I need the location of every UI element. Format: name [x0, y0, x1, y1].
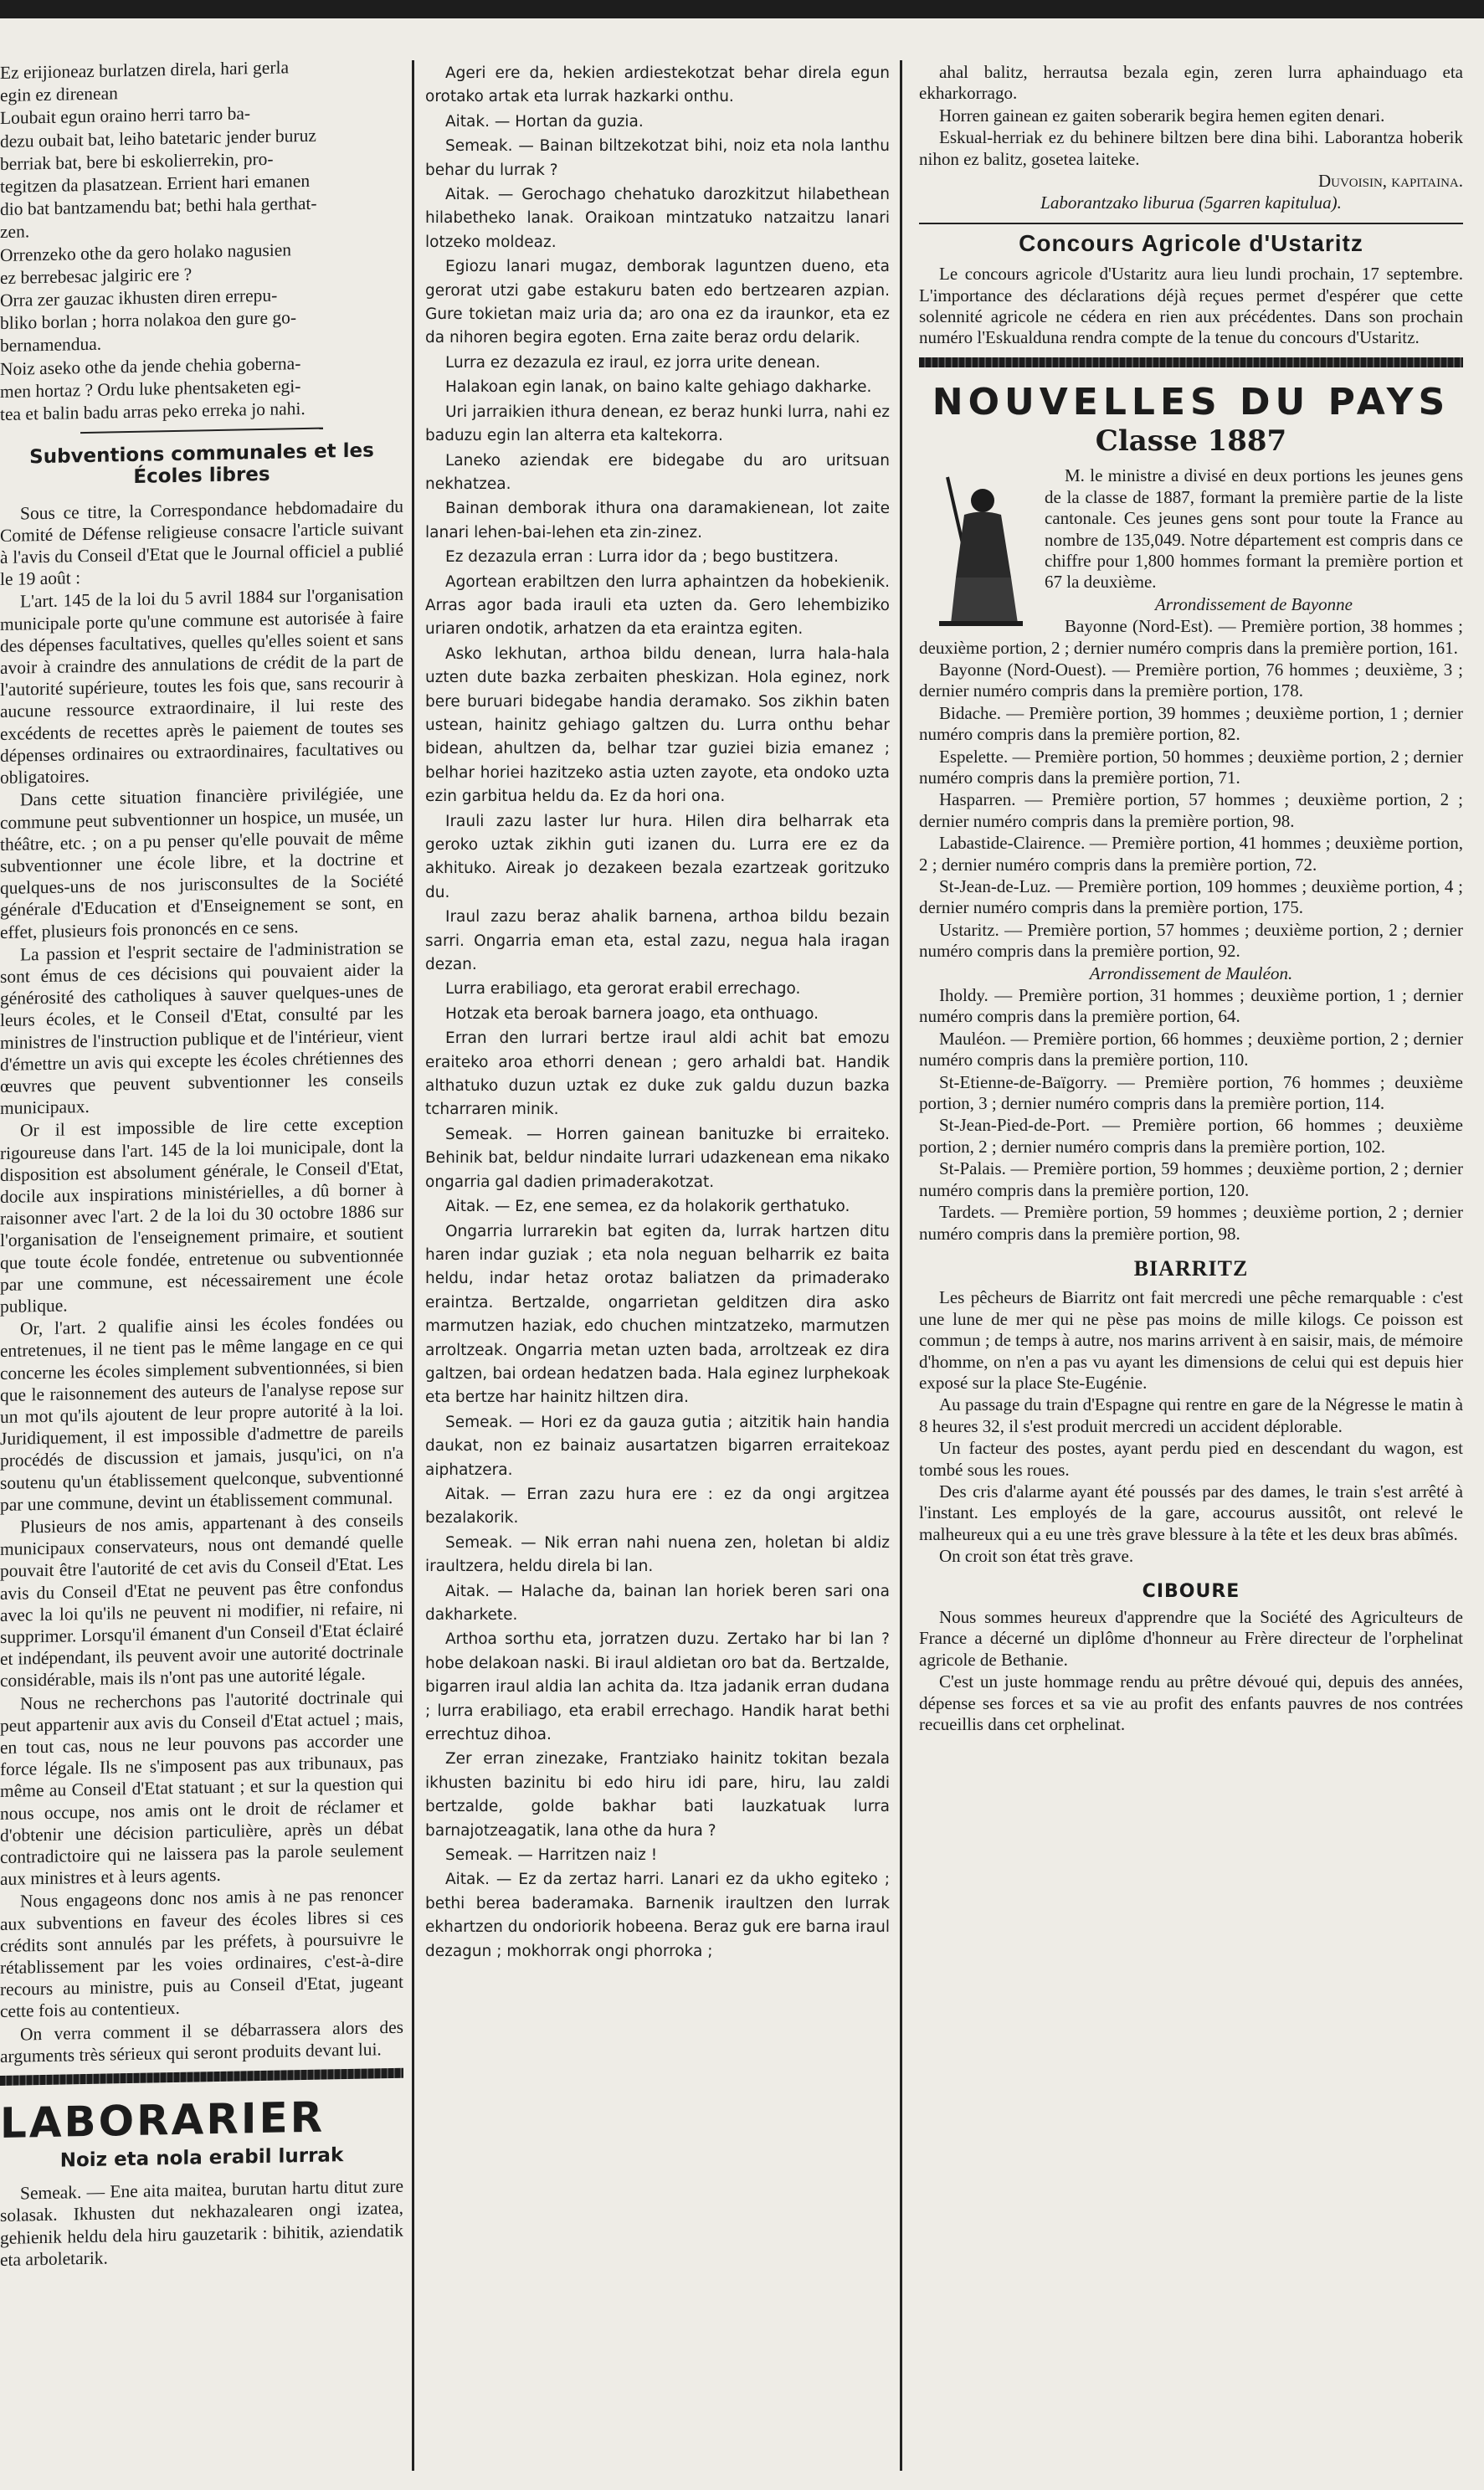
paragraph: Semeak. — Hori ez da gauza gutia ; aitzitik hain handia daukat, non ez bainaiz ausartatzen bigarren erraitekoaz aiphatzera. — [425, 1413, 890, 1479]
paragraph: ahal balitz, herrautsa bezala egin, zeren lurra aphainduago eta ekharkorrago. — [919, 62, 1463, 104]
paragraph: Arthoa sorthu eta, jorratzen duzu. Zertako har bi lan ? hobe delakoan naski. Bi iraul aldietan oro bat da. Bertzalde, bigarren iraul aldia lan achita da. Itza jadanik erran dudana ; lurra erabiliago, eta erabil errechago. Handik harat bethi errechtuz dihoa. — [425, 1630, 890, 1744]
canton-entry: Hasparren. — Première portion, 57 hommes ; deuxième portion, 2 ; dernier numéro compris dans la première portion, 98. — [919, 789, 1463, 831]
text-line: berriak bat, bere bi eskolierrekin, pro- — [0, 148, 274, 174]
paragraph: Nous ne recherchons pas l'autorité doctrinale qui peut appartenir aux avis du Conseil d'Etat actuel ; mais, en tout cas, nous ne leur pouvons pas accorder une force légale. Ils ne s'imposent pas aux tribunaux, pas même au Conseil d'Etat statuant ; et sur la question qui nous occupe, nos amis ont le droit de réclamer et d'obtenir une décision particulière, après un débat contradictoire qui ne laissera pas la parole seulement aux ministres et à leurs agents. — [0, 1686, 403, 1890]
paragraph: Un facteur des postes, ayant perdu pied en descendant du wagon, est tombé sous les roues. — [919, 1438, 1463, 1480]
paragraph: Erran den lurrari bertze iraul aldi achit bat emozu eraiteko aroa ethorri denean ; gero arhaldi bat. Handik althatuko duzun uztak ez duke zuk galdu duzun bazka tcharraren minik. — [425, 1029, 890, 1119]
paragraph: Semeak. — Horren gainean banituzke bi erraiteko. Behinik bat, beldur nindaite lurrari udazkenean ema nikako ongarria gal dadien primaderakotzat. — [425, 1125, 890, 1191]
canton-entry: Labastide-Clairence. — Première portion, 41 hommes ; deuxième portion, 2 ; dernier numéro compris dans la première portion, 72. — [919, 833, 1463, 875]
paragraph: Horren gainean ez gaiten soberarik begira hemen egiten denari. — [939, 105, 1385, 126]
newspaper-page — [0, 18, 1484, 2490]
paragraph: Plusieurs de nos amis, appartenant à des conseils municipaux conservateurs, nous ont demandé quelle pouvait être l'autorité de cet avis du Conseil d'Etat. Les avis du Conseil d'Etat ne peuvent pas être confondus avec la loi qu'ils ne peuvent ni modifier, ni refaire, ni supprimer. Lorsqu'il émanent d'un Conseil d'Etat éclairé et indépendant, ils peuvent avoir une autorité doctrinale considérable, mais ils n'ont pas une autorité légale. — [0, 1509, 403, 1692]
paragraph: Semeak. — Bainan biltzekotzat bihi, noiz eta nola lanthu behar du lurrak ? — [425, 137, 890, 179]
signature: Duvoisin, kapitaina. — [1317, 171, 1463, 192]
section-divider — [919, 357, 1463, 367]
text-line: egin ez direnean — [0, 83, 118, 106]
paragraph: Egiozu lanari mugaz, demborak laguntzen duenо, eta gerorat utzi gabe estakuru baten edo bertzearen azpian. Gure tokietan maiz uria da; aro ona ez da iraunkor, eta ez da nihoren begira egoten. Erna zaite beraz ordu delarik. — [425, 258, 890, 347]
text-line: Orra zer gauzac ikhusten diren errepu- — [0, 285, 278, 311]
concours-title: Concours Agricole d'Ustaritz — [1019, 229, 1363, 256]
text-line: Noiz aseko othe da jende chehia goberna- — [0, 352, 301, 379]
canton-entry: St-Jean-Pied-de-Port. — Première portion, 66 hommes ; deuxième portion, 2 ; dernier numéro compris dans la première portion, 102. — [919, 1115, 1463, 1157]
paragraph: Aitak. — Gerochago chehatuko darozkitzut hilabethean hilabetheko lanak. Oraikoan mintzatuko natzaitzu lanari lotzeko moldeaz. — [425, 186, 890, 251]
column-middle — [425, 62, 890, 2457]
classe-title: Classe 1887 — [1095, 424, 1287, 458]
canton-entry: St-Palais. — Première portion, 59 hommes ; deuxième portion, 2 ; dernier numéro compris dans la première portion, 120. — [919, 1158, 1463, 1200]
paragraph: Ageri ere da, hekien ardiestekotzat behar direla egun orotako artak eta lurrak hazkarki onthu. — [425, 64, 890, 106]
text-line: dezu oubait bat, leiho batetaric jender buruz — [0, 125, 316, 151]
paragraph: Asko lekhutan, arthoa bildu denean, lurra hala-hala uzten dute bazka zerbaiten pheskizan. Hola eginez, nork bere buruari bidegabe handia deramako. Sos zikhin baten ustean, hainitz gehiago galtzen du. Lurra onthu behar bidean, ahultzen da, belhar tzar guziei bizia emanez ; belhar horiei hazitzeko astia uzten zayote, eta ondoko uzta ezin garbitua heldu da. Ez da hori ona. — [425, 644, 890, 806]
paragraph: Semeak. — Ene aita maitea, burutan hartu ditut zure solasak. Ikhusten dut nekhazalearen ongi izatea, gehienik heldu dela hiru gauzetarik : bihitik, aziendatik eta arboletarik. — [0, 2176, 403, 2270]
paragraph: On croit son état très grave. — [939, 1546, 1134, 1567]
paragraph: Halakoan egin lanak, on baino kalte gehiago dakharke. — [445, 378, 872, 397]
divider — [80, 428, 322, 434]
article-body — [0, 495, 403, 2067]
paragraph: Or il est impossible de lire cette exception rigoureuse dans l'art. 145 de la loi municipale, dont la disposition est absolument générale, le Conseil d'Etat, docile aux inspirations ministérielles, a dû borner à raisonner avec l'art. 2 de la loi du 30 octobre 1886 sur l'organisation de l'enseignement primaire, et soutient que toute école fondée, entretenue ou subventionnée par une commune, est nécessairement une école publique. — [0, 1113, 403, 1317]
classe-intro: M. le ministre a divisé en deux portions les jeunes gens de la classe de 1887, formant la première partie de la liste cantonale. Ces jeunes gens sont pour toute la France au nombre de 135,049. Notre département est compris dans ce chiffre pour 1,800 hommes formant la première portion et 67 la deuxième. — [1045, 465, 1463, 593]
column-left — [0, 54, 403, 2457]
paragraph: Bainan demborak ithura ona daramakienean, lot zaite lanari lehen-bai-lehen eta zin-zinez. — [425, 500, 890, 542]
soldier-illustration-icon — [931, 469, 1031, 628]
paragraph: Hotzak eta beroak barnera joago, eta onthuago. — [445, 1004, 819, 1023]
section-divider — [0, 2068, 403, 2086]
bayonne-list — [919, 616, 1463, 963]
paragraph: La passion et l'esprit sectaire de l'administration se sont émus de ces décisions qui pouvaient aider la générosité des catholiques à sauver quelques-unes de leurs écoles, et le Conseil d'Etat, consulté par les ministres de l'instruction publique et de l'intérieur, vient d'émettre un avis qui excepte les écoles chrétiennes des œuvres que peuvent subventionner les conseils municipaux. — [0, 937, 403, 1119]
column-right — [919, 62, 1463, 2457]
paragraph: Des cris d'alarme ayant été poussés par des dames, le train s'est arrêté à l'instant. Les employés de la gare, accourus aussitôt, ont relevé le malheureux qui a eu une très grave blessure à la tête et les deux bras abîmés. — [919, 1481, 1463, 1544]
paragraph: Irauli zazu laster lur hura. Hilen dira belharrak eta geroko uztak zikhin guti izanen du. Lurra ere ez da akhituko. Aireak jo dezakeen bezala ezartzeak goritzuko du. — [425, 812, 890, 901]
paragraph: Nous sommes heureux d'apprendre que la Société des Agriculteurs de France a décerné un diplôme d'honneur au Frère directeur de l'orphelinat agricole de Bethanie. — [919, 1607, 1463, 1670]
paragraph: Agortean erabiltzen den lurra aphaintzen da hobekienik. Arras agor bada irauli eta uzten da. Gero lehembiziko uriaren ondotik, arhatzen da eta eraintza egiten. — [425, 572, 890, 639]
mauleon-list — [919, 985, 1463, 1245]
text-line: bliko borlan ; horra nolakoa den gure go- — [0, 307, 297, 334]
paragraph: Aitak. — Hortan da guzia. — [445, 112, 644, 131]
ciboure-body — [919, 1607, 1463, 1735]
canton-entry: Bayonne (Nord-Est). — Première portion, 38 hommes ; deuxième portion, 2 ; dernier numéro compris dans la première portion, 161. — [919, 616, 1463, 658]
canton-entry: Mauléon. — Première portion, 66 hommes ; deuxième portion, 2 ; dernier numéro compris dans la première portion, 110. — [919, 1028, 1463, 1070]
concours-body: Le concours agricole d'Ustaritz aura lieu lundi prochain, 17 septembre. L'importance des déclarations déjà reçues permet d'espérer que cette solennité agricole ne cédera en rien aux précédentes. Dans son prochain numéro l'Eskualduna rendra compte de la tenue du concours d'Ustaritz. — [919, 264, 1463, 348]
paragraph: Aitak. — Erran zazu hura ere : ez da ongi argitzea bezalakorik. — [425, 1485, 890, 1527]
arrondissement-mauleon: Arrondissement de Mauléon. — [1089, 963, 1293, 983]
paragraph: C'est un juste hommage rendu au prêtre dévoué qui, depuis des années, dépense ses forces et sa vie au profit des enfants pauvres de nos contrées recueillis dans cet orphelinat. — [919, 1671, 1463, 1735]
paragraph: Lurra erabiliago, eta gerorat erabil errechago. — [445, 980, 801, 999]
laborantza-end — [919, 62, 1463, 170]
paragraph: Nous engageons donc nos amis à ne pas renoncer aux subventions en faveur des écoles libres si ces crédits sont annulés par les préfets, à poursuivre le rétablissement par les voies ordinaires, c'est-à-dire recours au ministre, puis au Conseil d'Etat, jugeant cette fois au contentieux. — [0, 1884, 403, 2022]
paragraph: Uri jarraikien ithura denean, ez beraz hunki lurra, nahi ez baduzu egin lan alterra eta kaltekorra. — [425, 403, 890, 445]
paragraph: Les pêcheurs de Biarritz ont fait mercredi une pêche remarquable : c'est une lune de mer qui ne pèse pas moins de mille kilogs. Ce poisson est commun ; de temps à autre, nos marins arrivent à en saisir, mais, de mémoire d'homme, on n'en a pas vu ayant les dimensions de celui qui est depuis hier exposé sur la place Ste-Eugénie. — [919, 1287, 1463, 1393]
text-line: ez berrebesac jalgiric ere ? — [0, 264, 193, 288]
paragraph: On verra comment il se débarrassera alors des arguments très sérieux qui seront produits devant lui. — [0, 2016, 403, 2066]
laborarier-title: LABORARIER — [0, 2092, 326, 2149]
divider — [919, 223, 1463, 224]
article-headline: Subventions communales et les Écoles libres — [29, 439, 374, 489]
paragraph: Eskual-herriak ez du behinere biltzen bere dina bihi. Laborantza hoberik nihon ez balitz, gosetea laiteke. — [919, 127, 1463, 169]
paragraph: Au passage du train d'Espagne qui rentre en gare de la Négresse le matin à 8 heures 32, il s'est produit mercredi un accident déplorable. — [919, 1394, 1463, 1436]
paragraph: Semeak. — Harritzen naiz ! — [445, 1846, 658, 1865]
paragraph: Laneko aziendak ere bidegabe du aro uritsuan nekhatzea. — [425, 451, 890, 493]
paragraph: L'art. 145 de la loi du 5 avril 1884 sur l'organisation municipale porte qu'une commune est autorisée à faire des dépenses facultatives, quelles qu'elles soient et sans avoir à craindre des annulations de crédit de la part de l'autorité supérieure, toutes les fois que, sans recourir à aucune ressource extraordinaire, il lui reste des excédents de recettes après le paiement de toutes ses dépenses ordinaires ou extraordinaires, facultatives ou obligatoires. — [0, 584, 403, 788]
column-rule — [412, 60, 414, 2471]
text-line: bernamendua. — [0, 334, 102, 357]
canton-entry: St-Jean-de-Luz. — Première portion, 109 hommes ; deuxième portion, 4 ; dernier numéro compris dans la première portion, 175. — [919, 876, 1463, 918]
paragraph: Dans cette situation financière privilégiée, une commune peut subventionner un hospice, un musée, un théâtre, etc. ; on a pu penser qu'elle pouvait de même subventionner une école libre, et la doctrine et quelques-uns de nos jurisconsultes de la Société générale d'Education et d'Enseignement se sont, en effet, plusieurs fois prononcés en ce sens. — [0, 783, 403, 942]
text-line: tegitzen da plasatzean. Errient hari emanen — [0, 170, 311, 198]
canton-entry: Ustaritz. — Première portion, 57 hommes ; deuxième portion, 2 ; dernier numéro compris dans la première portion, 92. — [919, 919, 1463, 962]
canton-entry: Bayonne (Nord-Ouest). — Première portion, 76 hommes ; deuxième, 3 ; dernier numéro compris dans la première portion, 178. — [919, 659, 1463, 701]
text-line: Orrenzeko othe da gero holako nagusien — [0, 239, 292, 265]
text-line: dio bat bantzamendu bat; bethi hala gerthat- — [0, 193, 317, 220]
column-rule — [900, 60, 902, 2471]
paragraph: Ongarria lurrarekin bat egiten da, lurrak hartzen ditu haren indar guziak ; eta nola neguan belharrik ez baita heldu, indar hetaz orotaz baliatzen da primaderako eraintza. Bertzalde, ongarrietan gelditzen dira asko marmutzen haziak, edo chuchen mintzatzeko, marmutzen arroltzeak. Ongarria metan uzten bada, arroltzeak ez dira galtzen, bai ordean hedatzen bada. Hala eginez lurphekoak eta bertze har hainitz hiltzen dira. — [425, 1222, 890, 1407]
laborarier-body — [0, 2175, 403, 2271]
book-reference: Laborantzako liburua (5garren kapitulua). — [1040, 193, 1342, 213]
canton-entry: St-Etienne-de-Baïgorry. — Première portion, 76 hommes ; deuxième portion, 3 ; dernier numéro compris dans la première portion, 114. — [919, 1071, 1463, 1114]
canton-entry: Tardets. — Première portion, 59 hommes ; deuxième portion, 2 ; dernier numéro compris dans la première portion, 98. — [919, 1202, 1463, 1244]
paragraph: Iraul zazu beraz ahalik barnena, arthoa bildu bezain sarri. Ongarria eman eta, estal zazu, negua hala iragan dezan. — [425, 908, 890, 974]
text-line: Loubait egun oraino herri tarro ba- — [0, 103, 251, 129]
canton-entry: Iholdy. — Première portion, 31 hommes ; deuxième portion, 1 ; dernier numéro compris dans la première portion, 64. — [919, 985, 1463, 1027]
paragraph: Sous ce titre, la Correspondance hebdomadaire du Comité de Défense religieuse consacre l'article suivant à l'avis du Conseil d'Etat que le Journal officiel a publié le 19 août : — [0, 495, 403, 590]
paragraph: Aitak. — Ez da zertaz harri. Lanari ez da ukho egiteko ; bethi berea baderamaka. Barnenik iraultzen den lurrak ekhartzen du ondoriorik hobeena. Beraz guk ere barna iraul dezagun ; mokhorrak ongi phorroka ; — [425, 1871, 890, 1960]
arrondissement-bayonne: Arrondissement de Bayonne — [1154, 593, 1353, 614]
text-line: men hortaz ? Ordu luke phentsaketen egi- — [0, 375, 301, 402]
biarritz-title: BIARRITZ — [1133, 1255, 1249, 1281]
paragraph: Lurra ez dezazula ez iraul, ez jorra urite denean. — [445, 353, 821, 372]
laborarier-subtitle: Noiz eta nola erabil lurrak — [59, 2144, 344, 2172]
text-line: tea et balin badu arras peko erreka jo nahi. — [0, 398, 306, 425]
paragraph: Or, l'art. 2 qualifie ainsi les écoles fondées ou entretenues, il ne tient pas le même langage en ce qui concerne les écoles simplement subventionnées, si bien que le raisonnement des auteurs de l'analyse repose sur un mot qu'ils ajoutent de leur propre autorité à la loi. Juridiquement, il est impossible d'admettre de pareils procédés de discussion et jamais, jusqu'ici, on n'a soutenu qu'un établissement quelconque, subventionné par une commune, devint un établissement communal. — [0, 1311, 403, 1515]
text-line: zen. — [0, 221, 30, 243]
nouvelles-title: NOUVELLES DU PAYS — [932, 380, 1451, 424]
basque-intro-text — [0, 54, 403, 426]
canton-entry: Bidache. — Première portion, 39 hommes ; deuxième portion, 1 ; dernier numéro compris dans la première portion, 82. — [919, 702, 1463, 745]
paragraph: Aitak. — Ez, ene semea, ez da holakorik gerthatuko. — [445, 1198, 850, 1216]
ciboure-title: CIBOURE — [1142, 1580, 1240, 1602]
paragraph: Semeak. — Nik erran nahi nuena zen, holetan bi aldiz iraultzera, heldu direla bi lan. — [425, 1533, 890, 1576]
biarritz-body — [919, 1287, 1463, 1567]
paragraph: Aitak. — Halache da, bainan lan horiek beren sari ona dakharkete. — [425, 1582, 890, 1624]
paragraph: Ez dezazula erran : Lurra idor da ; bego bustitzera. — [445, 548, 839, 567]
text-line: Ez erijioneaz burlatzen direla, hari gerla — [0, 57, 289, 83]
canton-entry: Espelette. — Première portion, 50 hommes ; deuxième portion, 2 ; dernier numéro compris dans la première portion, 71. — [919, 746, 1463, 788]
dialogue-body — [425, 62, 890, 1964]
paragraph: Zer erran zinezake, Frantziako hainitz tokitan bezala ikhusten bazinitu bi edo hiru idi pare, hiru, lau zaldi bertzalde, golde bakhar bati lauzkatuak lurra barnajotzeagatik, lana othe da hura ? — [425, 1750, 890, 1840]
